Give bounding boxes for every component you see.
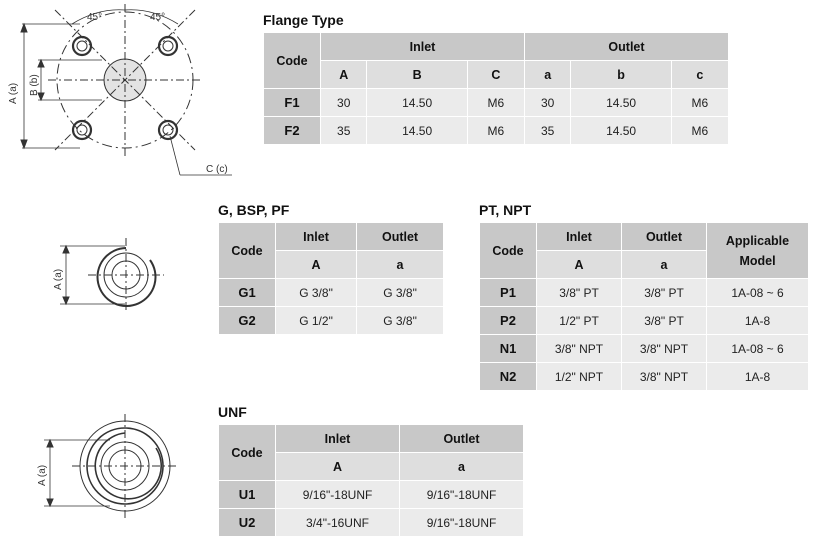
bolt-hole-tr [159, 37, 177, 55]
cell: 3/8" NPT [622, 335, 707, 363]
ptnpt-col-a: a [622, 251, 707, 279]
gbsp-code-header: Code [219, 223, 276, 279]
cell: M6 [671, 89, 728, 117]
table-row [219, 481, 524, 509]
row-code: N1 [480, 335, 537, 363]
unf-title: UNF [218, 404, 247, 420]
gbsp-col-a: a [357, 251, 444, 279]
cell: 3/8" PT [622, 279, 707, 307]
row-code: F1 [264, 89, 321, 117]
cell: 3/4"-16UNF [276, 509, 400, 537]
flange-title: Flange Type [263, 12, 344, 28]
table-row [219, 307, 444, 335]
cell: 1/2" PT [537, 307, 622, 335]
ptnpt-inlet-header: Inlet [537, 223, 622, 251]
ptnpt-outlet-header: Outlet [622, 223, 707, 251]
gbsp-title: G, BSP, PF [218, 202, 290, 218]
table-row [219, 279, 444, 307]
table-row [480, 363, 809, 391]
cell: G 3/8" [276, 279, 357, 307]
cell: M6 [671, 117, 728, 145]
row-code: F2 [264, 117, 321, 145]
ptnpt-title: PT, NPT [479, 202, 532, 218]
cell: M6 [467, 89, 524, 117]
flange-inlet-header: Inlet [321, 33, 525, 61]
table-row [264, 89, 729, 117]
unf-table [218, 424, 524, 537]
flange-col-C: C [467, 61, 524, 89]
row-code: N2 [480, 363, 537, 391]
cell: 1A-08 ~ 6 [707, 335, 809, 363]
cell: 35 [524, 117, 570, 145]
cell: 9/16"-18UNF [276, 481, 400, 509]
angle-right-label: 45° [150, 12, 166, 23]
table-row [480, 279, 809, 307]
ptnpt-table [479, 222, 809, 391]
flange-outlet-header: Outlet [524, 33, 728, 61]
flange-col-a: a [524, 61, 570, 89]
angle-left-label: 45° [87, 12, 103, 23]
cell: 9/16"-18UNF [400, 509, 524, 537]
cell: G 3/8" [357, 307, 444, 335]
cell: 1/2" NPT [537, 363, 622, 391]
unf-col-A: A [276, 453, 400, 481]
ptnpt-col-A: A [537, 251, 622, 279]
flange-col-c: c [671, 61, 728, 89]
unf-drawing [44, 414, 178, 518]
cell: 3/8" NPT [622, 363, 707, 391]
cell: 3/8" PT [622, 307, 707, 335]
dim-c-label: C (c) [206, 164, 228, 175]
cell: 14.50 [571, 89, 671, 117]
cell: M6 [467, 117, 524, 145]
gbsp-outlet-header: Outlet [357, 223, 444, 251]
cell: 3/8" PT [537, 279, 622, 307]
dim-a-label: A (a) [8, 82, 19, 104]
unf-outlet-header: Outlet [400, 425, 524, 453]
flange-drawing [21, 4, 232, 175]
cell: 14.50 [571, 117, 671, 145]
unf-col-a: a [400, 453, 524, 481]
table-row [219, 509, 524, 537]
cell: 14.50 [367, 117, 467, 145]
flange-table [263, 32, 729, 145]
cell: G 1/2" [276, 307, 357, 335]
flange-code-header: Code [264, 33, 321, 89]
row-code: P2 [480, 307, 537, 335]
cell: 1A-8 [707, 363, 809, 391]
table-row [264, 117, 729, 145]
row-code: G1 [219, 279, 276, 307]
unf-code-header: Code [219, 425, 276, 481]
cell: 1A-08 ~ 6 [707, 279, 809, 307]
gbsp-table [218, 222, 444, 335]
row-code: U1 [219, 481, 276, 509]
flange-col-b: b [571, 61, 671, 89]
gbsp-dim-label: A (a) [53, 268, 64, 290]
gbsp-col-A: A [276, 251, 357, 279]
flange-col-A: A [321, 61, 367, 89]
row-code: G2 [219, 307, 276, 335]
cell: 3/8" NPT [537, 335, 622, 363]
table-row [480, 307, 809, 335]
table-row [480, 335, 809, 363]
cell: 14.50 [367, 89, 467, 117]
dim-b-label: B (b) [29, 74, 40, 96]
cell: 1A-8 [707, 307, 809, 335]
flange-col-B: B [367, 61, 467, 89]
bolt-hole-tl [73, 37, 91, 55]
unf-inlet-header: Inlet [276, 425, 400, 453]
unf-dim-label: A (a) [37, 464, 48, 486]
cell: 9/16"-18UNF [400, 481, 524, 509]
cell: 30 [524, 89, 570, 117]
gbsp-inlet-header: Inlet [276, 223, 357, 251]
ptnpt-model-header: Applicable Model [707, 223, 809, 279]
row-code: P1 [480, 279, 537, 307]
row-code: U2 [219, 509, 276, 537]
ptnpt-code-header: Code [480, 223, 537, 279]
cell: G 3/8" [357, 279, 444, 307]
cell: 30 [321, 89, 367, 117]
cell: 35 [321, 117, 367, 145]
gbsp-drawing [60, 238, 164, 312]
